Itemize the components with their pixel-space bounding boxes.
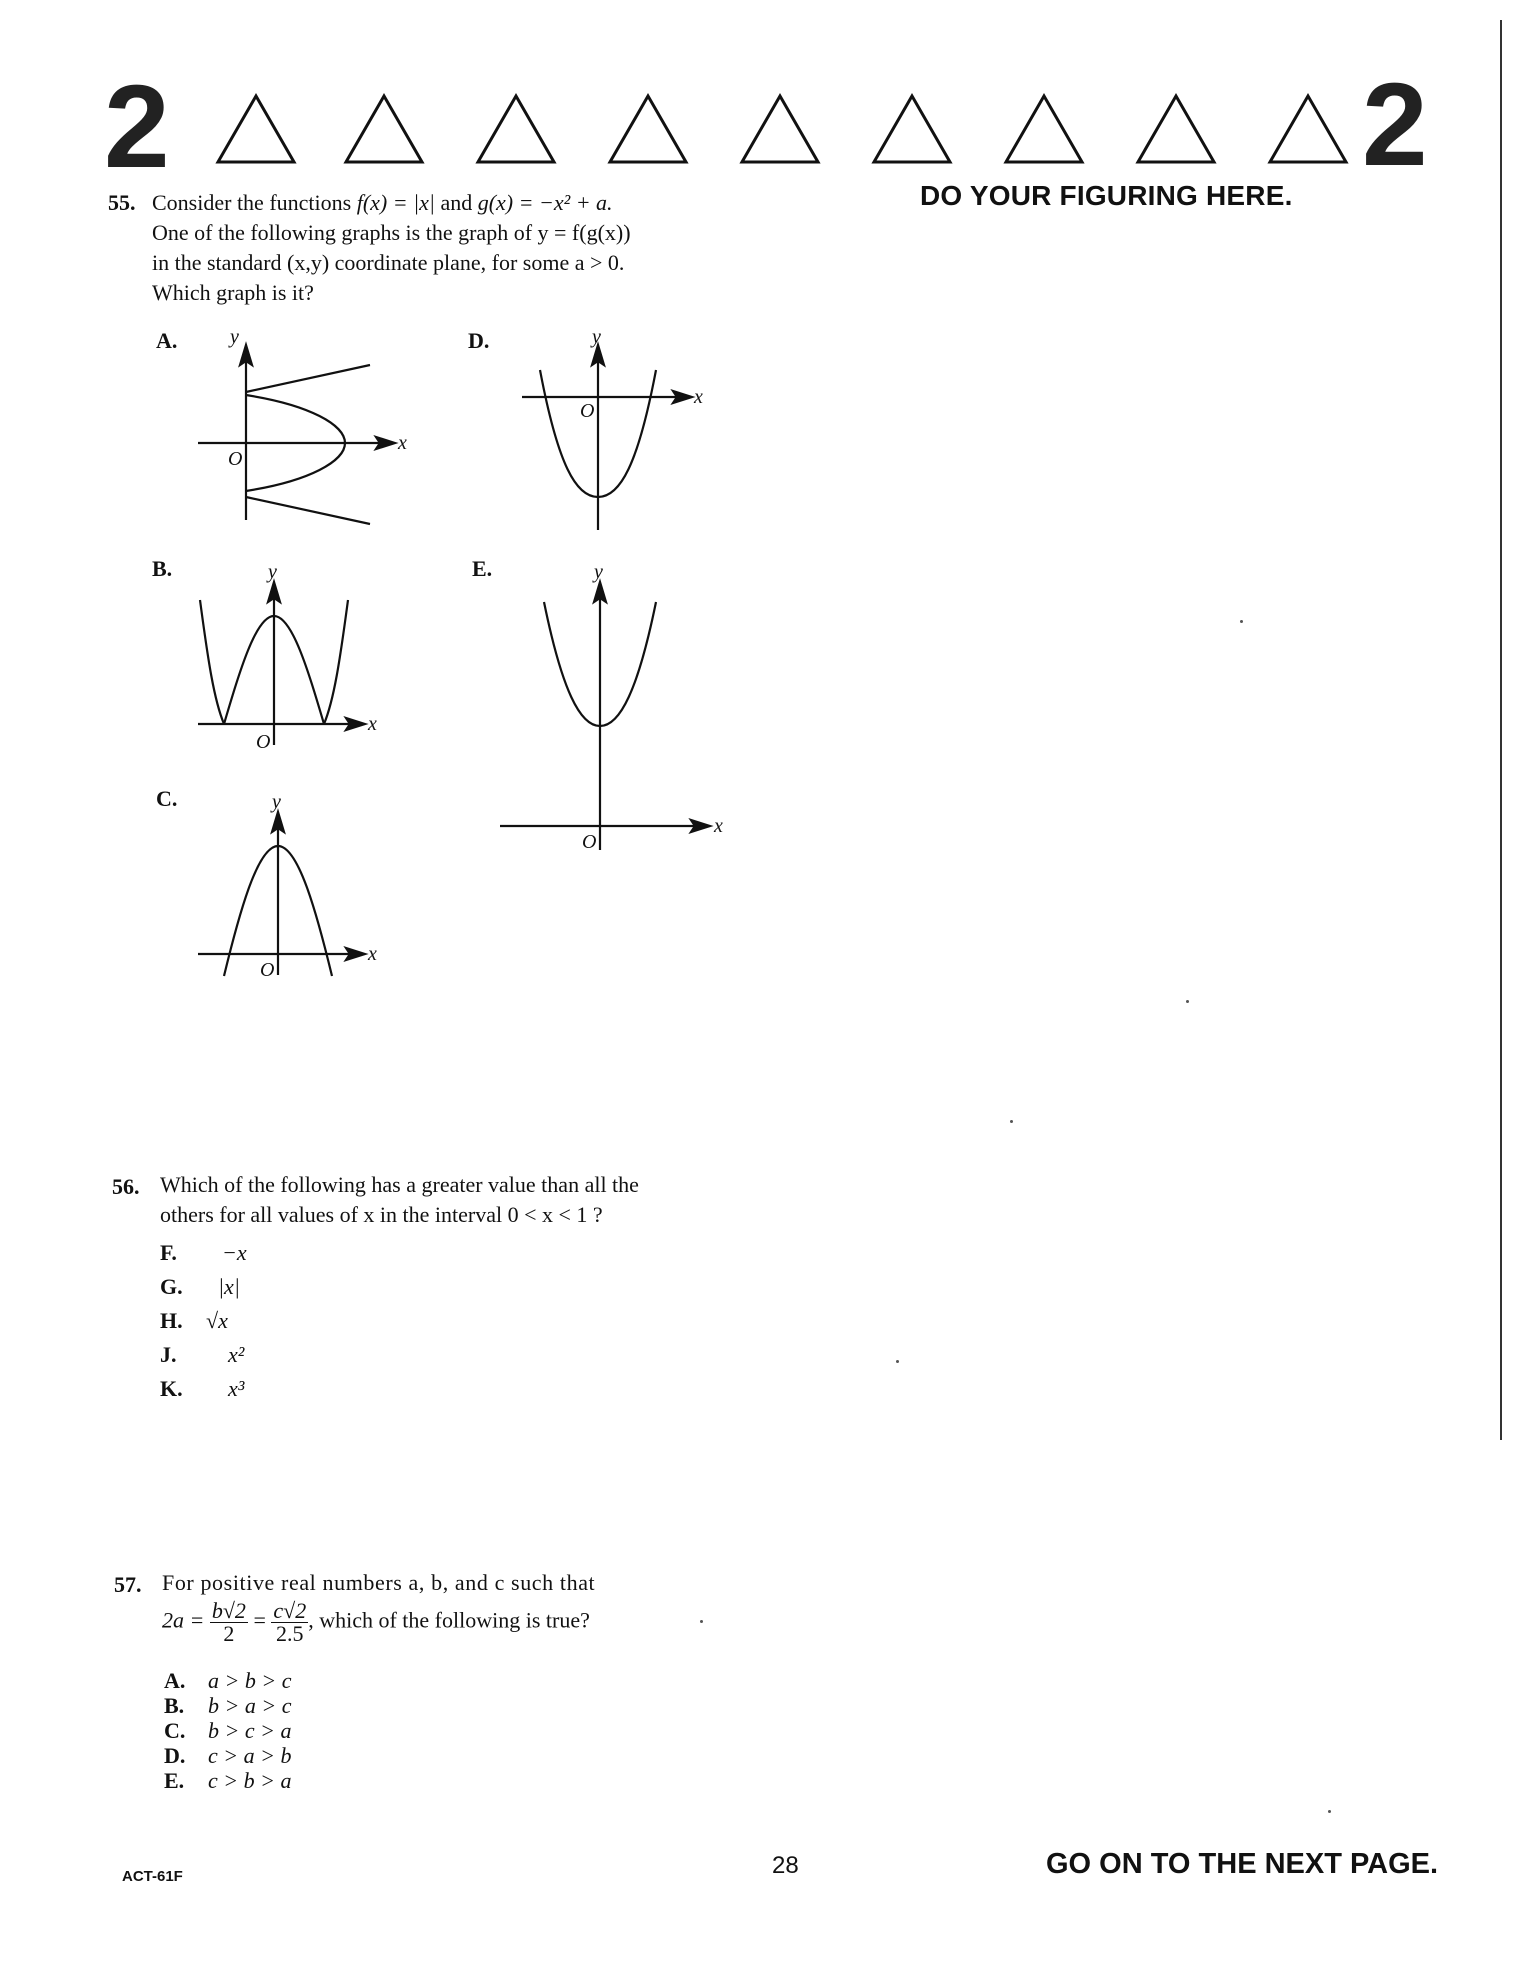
q57-equation: [162, 1600, 782, 1645]
q57-number: 57.: [114, 1572, 142, 1597]
graph-b-x-label: x: [368, 713, 377, 735]
graph-c-origin: O: [260, 959, 275, 981]
margin-rule: [1500, 20, 1502, 1440]
q57-option-e[interactable]: [164, 1768, 291, 1793]
q56-option-j-text: x²: [228, 1342, 245, 1367]
q57-option-e-letter: E.: [164, 1768, 185, 1793]
graph-c-x-label: x: [368, 943, 377, 965]
graph-a-x-label: x: [398, 432, 407, 454]
q55-fx: f(x) = |x|: [356, 190, 435, 215]
q57-options: [164, 1668, 291, 1793]
q57-eq-lhs: 2a =: [162, 1607, 205, 1633]
q56-option-h-text: √x: [206, 1308, 228, 1333]
scan-speck: [1010, 1120, 1013, 1123]
graph-e: [490, 560, 750, 850]
graph-a: [190, 325, 440, 530]
graph-a-y-label: y: [230, 326, 239, 348]
q56-number: 56.: [112, 1174, 140, 1199]
graph-c-label: C.: [156, 786, 178, 811]
graph-c-y-label: y: [272, 791, 281, 813]
section-number-left: 2: [104, 61, 170, 193]
graph-d-x-label: x: [694, 386, 703, 408]
q56-option-g-text: |x|: [218, 1274, 240, 1299]
q56-options: [160, 1240, 247, 1410]
q56-line2: others for all values of x in the interval 0 < x < 1 ?: [160, 1202, 603, 1227]
graph-d-label: D.: [468, 328, 490, 353]
graph-b-label: B.: [152, 556, 173, 581]
q55-line2: One of the following graphs is the graph of y = f(g(x)): [152, 220, 631, 245]
page-number: 28: [772, 1852, 799, 1879]
q56-line1: Which of the following has a greater value than all the: [160, 1172, 639, 1197]
graph-b-origin: O: [256, 731, 271, 753]
q56-option-h-letter: H.: [160, 1308, 183, 1333]
q56-option-k-text: x³: [228, 1376, 245, 1401]
q55-line4: Which graph is it?: [152, 280, 314, 305]
q57-option-d[interactable]: [164, 1743, 291, 1768]
graph-c: [190, 790, 410, 990]
q55-stem: [152, 188, 762, 308]
q56-option-g-letter: G.: [160, 1274, 183, 1299]
q56-option-f-letter: F.: [160, 1240, 177, 1265]
q55-line1-pre: Consider the functions: [152, 190, 357, 215]
q55-line1: [152, 188, 762, 218]
q57-option-c-text: b > c > a: [208, 1718, 292, 1743]
graph-d: [510, 325, 720, 535]
q55-line1-mid: and: [434, 190, 478, 215]
triangle-row-decoration: [200, 88, 1360, 166]
q57-option-d-text: c > a > b: [208, 1743, 292, 1768]
q56-option-g[interactable]: [160, 1274, 247, 1308]
q57-option-a[interactable]: [164, 1668, 291, 1693]
q55-line3: in the standard (x,y) coordinate plane, for some a > 0.: [152, 250, 625, 275]
graph-d-origin: O: [580, 400, 595, 422]
q56-option-k[interactable]: [160, 1376, 247, 1410]
graph-e-origin: O: [582, 831, 597, 850]
scan-speck: [1240, 620, 1243, 623]
q57-option-b-text: b > a > c: [208, 1693, 292, 1718]
q57-frac1-den: 2: [223, 1621, 235, 1646]
scan-speck: [1328, 1810, 1331, 1813]
figuring-label: DO YOUR FIGURING HERE.: [920, 180, 1293, 211]
q57-option-b-letter: B.: [164, 1693, 185, 1718]
q57-option-a-letter: A.: [164, 1668, 186, 1693]
q56-option-j-letter: J.: [160, 1342, 177, 1367]
q57-eq-mid: =: [253, 1607, 266, 1633]
graph-d-y-label: y: [592, 326, 601, 348]
q57-option-c[interactable]: [164, 1718, 291, 1743]
q57-option-d-letter: D.: [164, 1743, 186, 1768]
graph-a-origin: O: [228, 448, 243, 470]
q57-option-b[interactable]: [164, 1693, 291, 1718]
section-number-right: 2: [1362, 59, 1428, 191]
graph-e-y-label: y: [594, 561, 603, 583]
graph-e-x-label: x: [714, 815, 723, 837]
q56-stem: [160, 1170, 760, 1230]
graph-a-label: A.: [156, 328, 178, 353]
next-page-label: GO ON TO THE NEXT PAGE.: [1046, 1848, 1439, 1880]
q57-frac2-num: c√2: [273, 1598, 307, 1623]
q57-option-e-text: c > b > a: [208, 1768, 292, 1793]
q57-frac2: [271, 1600, 308, 1645]
q56-option-k-letter: K.: [160, 1376, 183, 1401]
q57-option-c-letter: C.: [164, 1718, 186, 1743]
q55-gx: g(x) = −x² + a.: [477, 190, 613, 215]
graph-e-label: E.: [472, 556, 493, 581]
scan-speck: [700, 1620, 703, 1623]
q56-option-h[interactable]: [160, 1308, 247, 1342]
q57-line1: For positive real numbers a, b, and c such that: [162, 1570, 596, 1595]
graph-b-y-label: y: [268, 561, 277, 583]
scan-speck: [1186, 1000, 1189, 1003]
q57-option-a-text: a > b > c: [208, 1668, 292, 1693]
q56-option-j[interactable]: [160, 1342, 247, 1376]
q56-option-f[interactable]: [160, 1240, 247, 1274]
q57-frac2-den: 2.5: [276, 1621, 304, 1646]
q57-frac1: [210, 1600, 248, 1645]
q57-frac1-num: b√2: [211, 1598, 246, 1623]
scan-speck: [896, 1360, 899, 1363]
form-code: ACT-61F: [122, 1868, 183, 1885]
q55-number: 55.: [108, 190, 136, 215]
q56-option-f-text: −x: [222, 1240, 247, 1265]
q57-eq-tail: , which of the following is true?: [308, 1607, 590, 1633]
graph-b: [190, 560, 410, 760]
